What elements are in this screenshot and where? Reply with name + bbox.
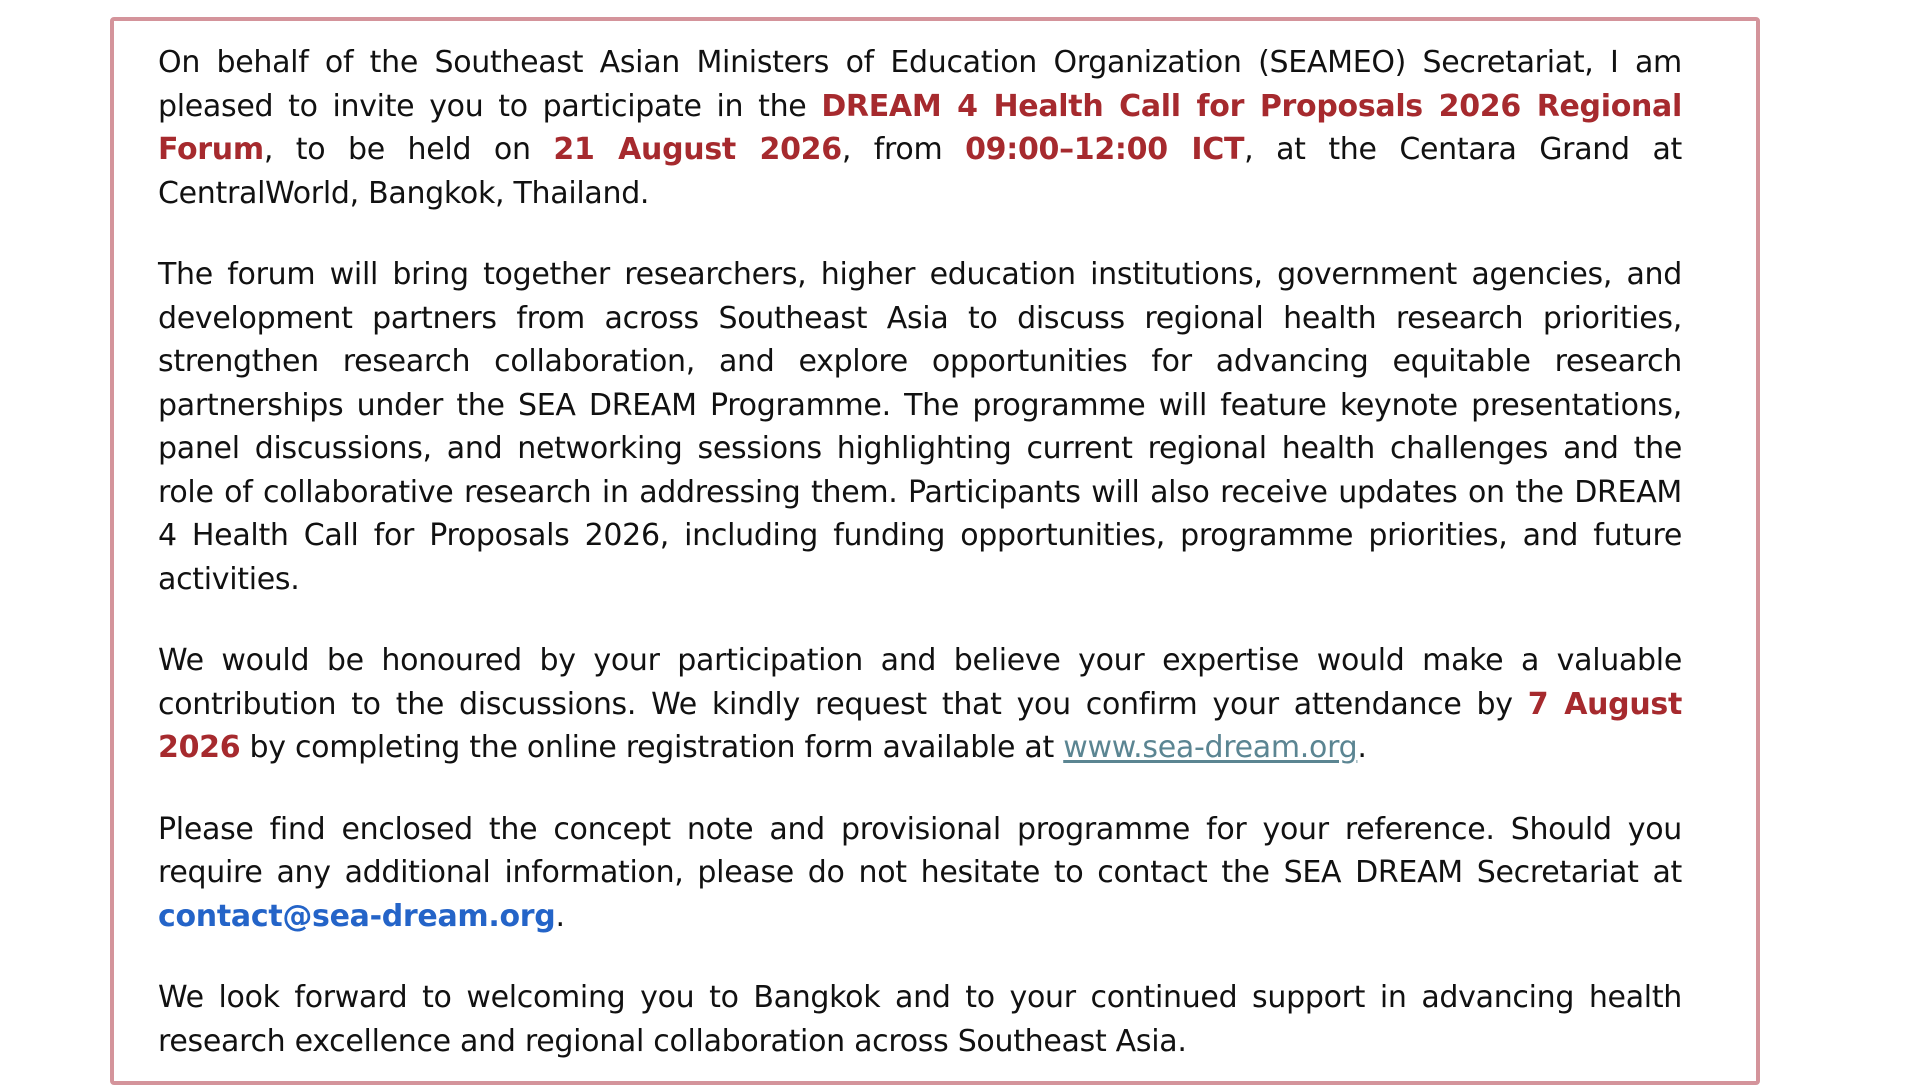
contact-text-1: Please find enclosed the concept note and provisional programme for your reference. Should you require any additional information, please do not hesitate to contact the SEA DREAM Secretariat at	[158, 811, 1682, 890]
registration-deadline: 7 August 2026	[158, 686, 1683, 765]
invitation-text-2: , to be held on	[263, 132, 554, 167]
letter-body	[158, 41, 1682, 1063]
invitation-text-1: On behalf of the Southeast Asian Ministers of Education Organization (SEAMEO) Secretariat, I am pleased to invite you to participate in the	[158, 45, 1682, 124]
contact-text-2: .	[555, 898, 565, 934]
registration-text-1: We would be honoured by your participation and believe your expertise would make a valuable contribution to the discussions. We kindly request that you confirm your attendance by	[158, 643, 1682, 722]
website-link[interactable]: www.sea-dream.org	[1063, 730, 1358, 765]
invitation-text-3: , from	[841, 132, 966, 167]
registration-text-3: .	[1357, 730, 1367, 765]
paragraph-forum-description: The forum will bring together researchers, higher education institutions, government agencies, and development partners from across Southeast Asia to discuss regional health research priorities, strengthen research collaboration, and explore opportunities for advancing equitable research partnerships under the SEA DREAM Programme. The programme will feature keynote presentations, panel discussions, and networking sessions highlighting current regional health challenges and the role of collaborative research in addressing them. Participants will also receive updates on the DREAM 4 Health Call for Proposals 2026, including funding opportunities, programme priorities, and future activities.	[158, 257, 1682, 597]
invitation-text-4: , at the Centara Grand at CentralWorld, Bangkok, Thailand.	[158, 132, 1682, 211]
paragraph-registration	[158, 639, 1682, 770]
email-link[interactable]: contact@sea-dream.org	[158, 898, 556, 934]
event-date: 21 August 2026	[553, 132, 842, 167]
event-name: DREAM 4 Health Call for Proposals 2026 Regional Forum	[158, 88, 1682, 167]
letter-frame	[110, 17, 1760, 1085]
registration-text-2: by completing the online registration form available at	[240, 730, 1064, 765]
paragraph-contact	[158, 808, 1682, 939]
event-time: 09:00–12:00 ICT	[965, 132, 1245, 167]
paragraph-closing: We look forward to welcoming you to Bangkok and to your continued support in advancing health research excellence and regional collaboration across Southeast Asia.	[158, 980, 1682, 1059]
paragraph-invitation	[158, 41, 1682, 215]
